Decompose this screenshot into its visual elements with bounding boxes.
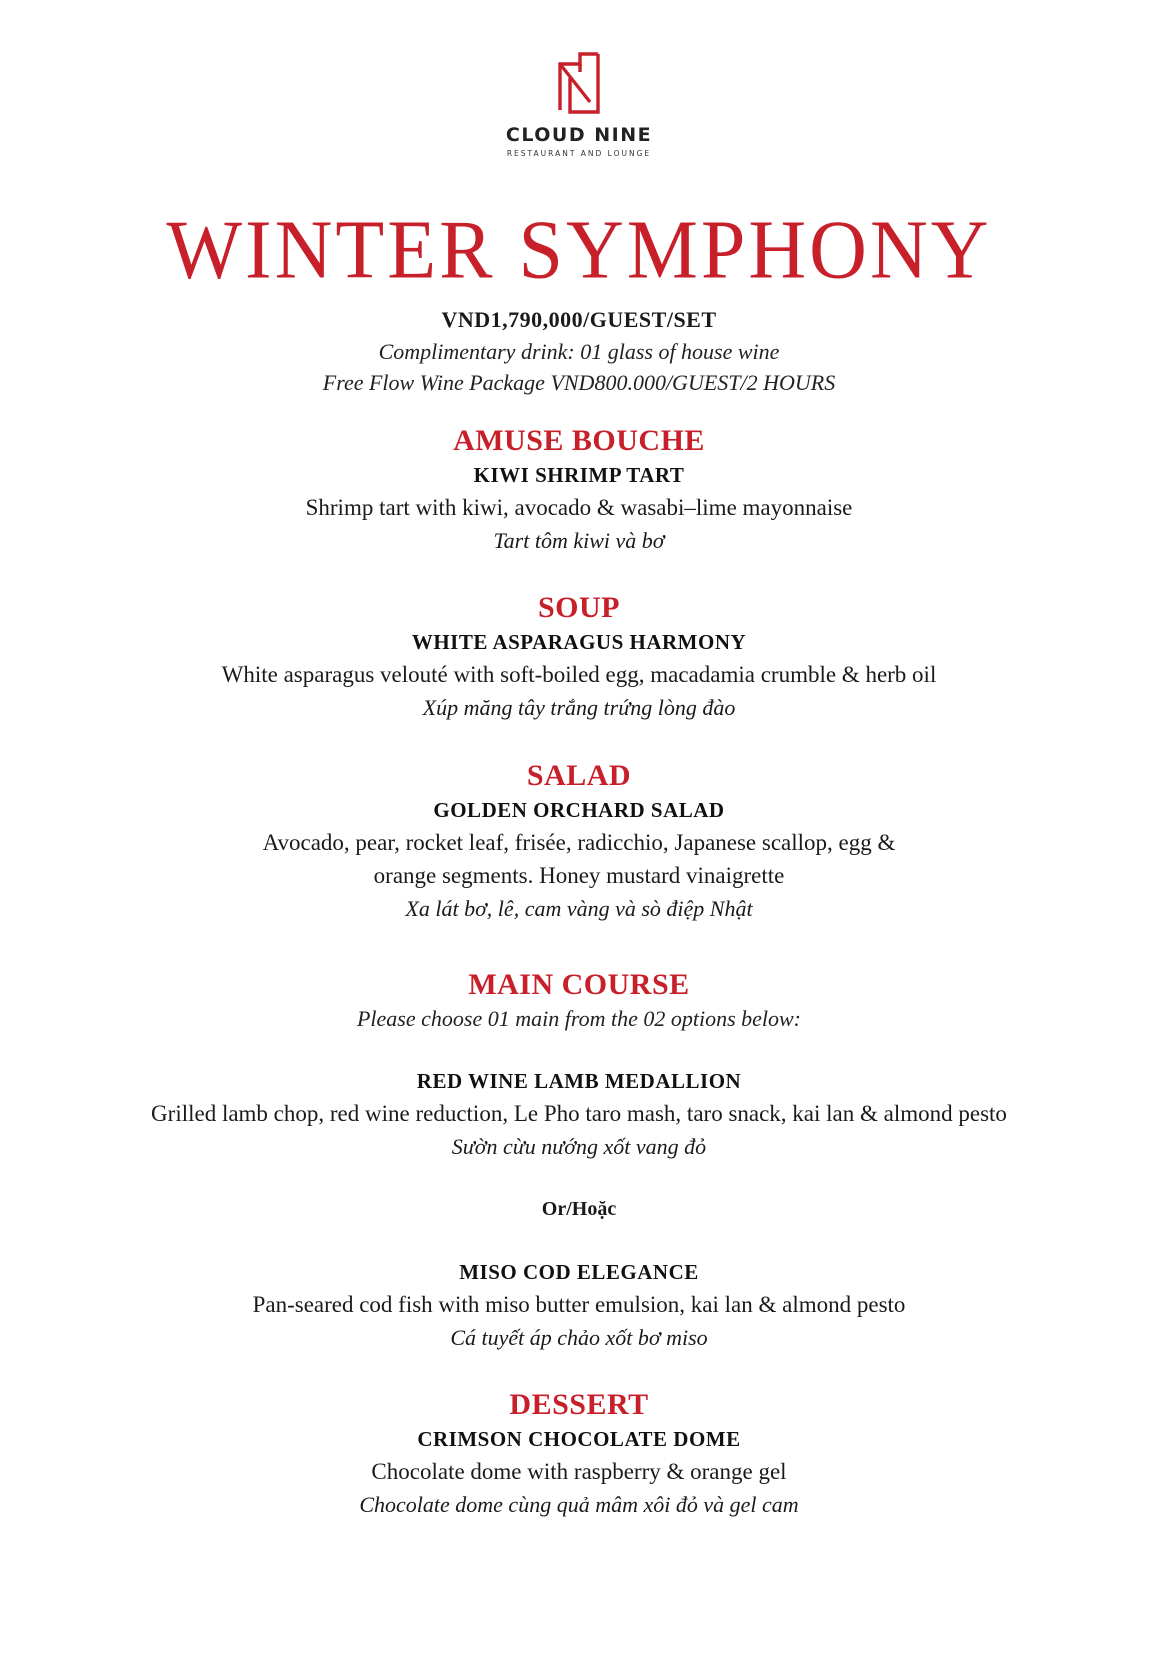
dish-name: WHITE ASPARAGUS HARMONY <box>411 630 747 654</box>
section-heading: AMUSE BOUCHE <box>453 424 705 457</box>
main-option-cod <box>0 1256 1158 1354</box>
logo <box>0 52 1158 158</box>
dish-description: Grilled lamb chop, red wine reduction, Le Pho taro mash, taro snack, kai lan & almond pesto <box>151 1101 1007 1126</box>
dish-description: Pan-seared cod fish with miso butter emulsion, kai lan & almond pesto <box>252 1292 906 1317</box>
section-heading: SALAD <box>526 759 632 792</box>
dish-vietnamese: Sườn cừu nướng xốt vang đỏ <box>451 1134 707 1159</box>
section-dessert <box>0 1387 1158 1521</box>
dish-description-line-2: orange segments. Honey mustard vinaigrette <box>373 863 785 888</box>
dish-vietnamese: Tart tôm kiwi và bơ <box>493 528 665 553</box>
main-option-lamb <box>0 1065 1158 1163</box>
dish-description: Chocolate dome with raspberry & orange gel <box>371 1459 787 1484</box>
dish-vietnamese: Chocolate dome cùng quả mâm xôi đỏ và gel cam <box>359 1492 799 1517</box>
section-soup <box>0 590 1158 724</box>
set-price: VND1,790,000/GUEST/SET <box>441 307 717 332</box>
section-heading: SOUP <box>537 591 620 624</box>
dish-name: CRIMSON CHOCOLATE DOME <box>417 1427 741 1451</box>
pricing-block <box>0 304 1158 398</box>
section-amuse-bouche <box>0 423 1158 557</box>
dish-vietnamese: Xúp măng tây trắng trứng lòng đào <box>422 695 736 720</box>
brand-subtitle: RESTAURANT AND LOUNGE <box>506 149 652 158</box>
free-flow-note: Free Flow Wine Package VND800.000/GUEST/2 HOURS <box>322 370 836 395</box>
or-separator <box>0 1194 1158 1224</box>
section-heading: MAIN COURSE <box>468 968 690 1001</box>
or-label: Or/Hoặc <box>541 1198 617 1220</box>
dish-description-line-1: Avocado, pear, rocket leaf, frisée, radicchio, Japanese scallop, egg & <box>262 830 896 855</box>
brand-name: CLOUD NINE <box>505 124 653 146</box>
section-heading: DESSERT <box>509 1388 649 1421</box>
main-course-instruction: Please choose 01 main from the 02 options below: <box>356 1006 802 1031</box>
dish-name: MISO COD ELEGANCE <box>459 1260 699 1284</box>
cloud-nine-logo-icon <box>556 52 602 114</box>
dish-vietnamese: Cá tuyết áp chảo xốt bơ miso <box>450 1325 708 1350</box>
dish-name: RED WINE LAMB MEDALLION <box>416 1069 742 1093</box>
dish-description: White asparagus velouté with soft-boiled egg, macadamia crumble & herb oil <box>221 662 937 687</box>
dish-vietnamese: Xa lát bơ, lê, cam vàng và sò điệp Nhật <box>405 896 753 921</box>
menu-title: WINTER SYMPHONY <box>166 203 992 297</box>
dish-description: Shrimp tart with kiwi, avocado & wasabi–lime mayonnaise <box>305 495 853 520</box>
complimentary-note: Complimentary drink: 01 glass of house wine <box>378 339 780 364</box>
section-main-course <box>0 967 1158 1034</box>
section-salad <box>0 758 1158 925</box>
dish-name: GOLDEN ORCHARD SALAD <box>433 798 725 822</box>
dish-name: KIWI SHRIMP TART <box>473 463 685 487</box>
